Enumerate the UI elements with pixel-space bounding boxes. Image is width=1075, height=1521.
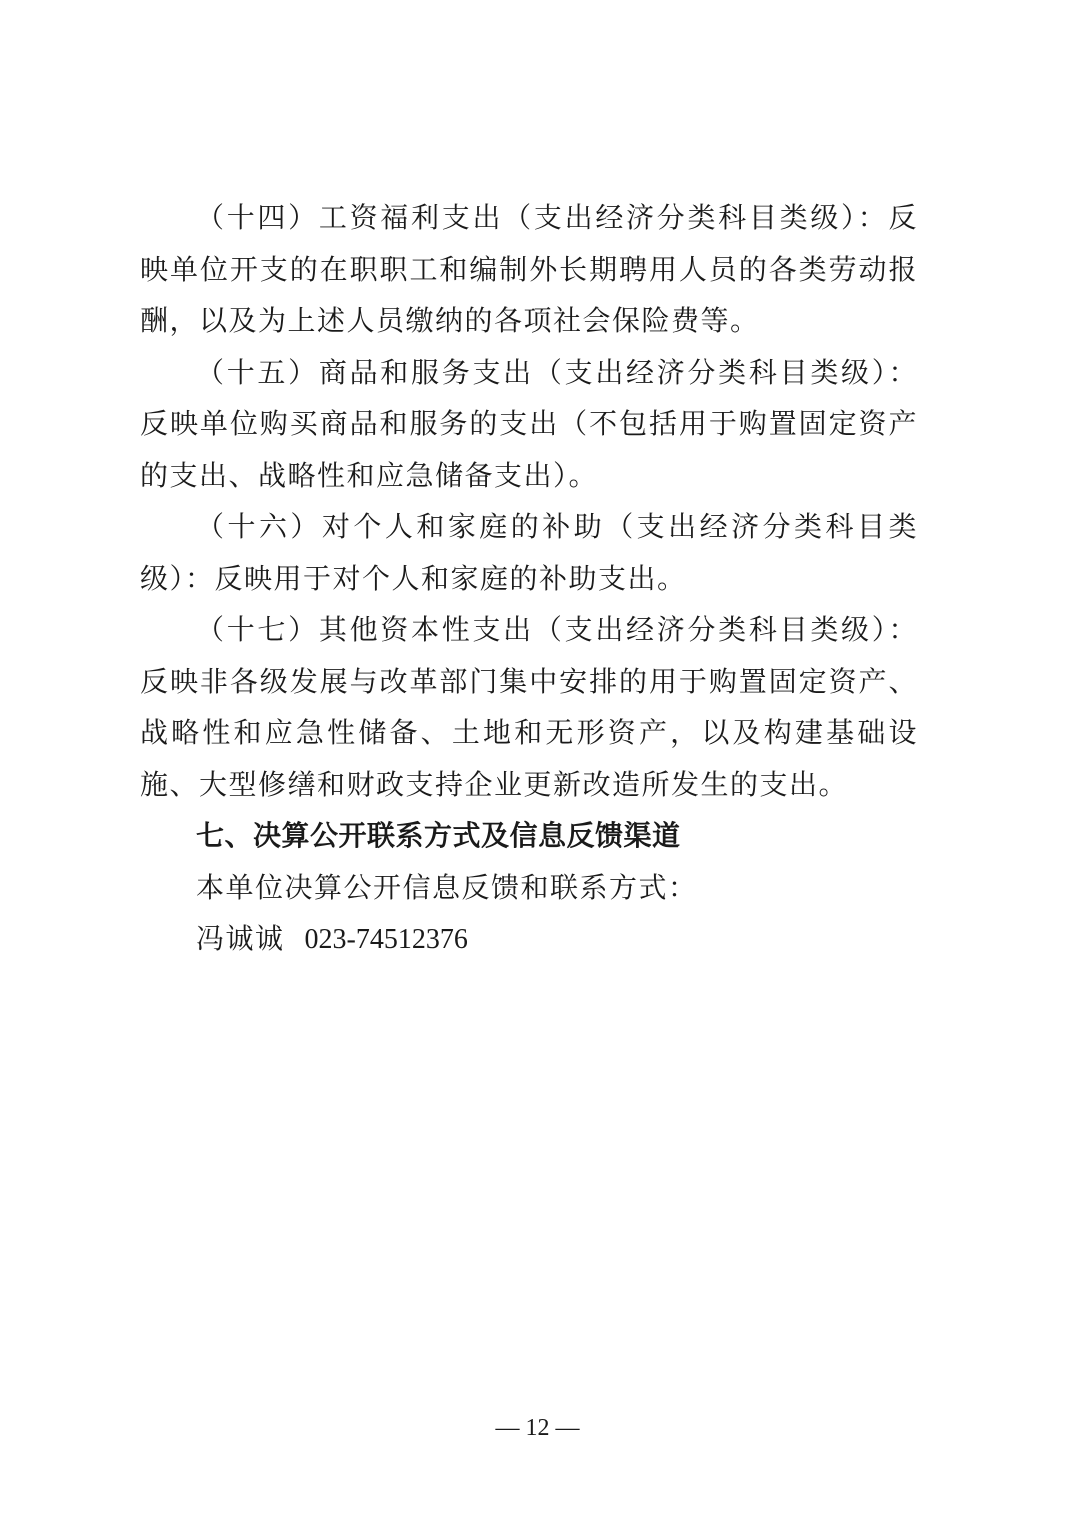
contact-name: 冯诚诚 bbox=[196, 922, 285, 955]
paragraph-item-17: （十七）其他资本性支出（支出经济分类科目类级）：反映非各级发展与改革部门集中安排的用于购置固定资产、战略性和应急性储备、土地和无形资产，以及构建基础设施、大型修缮和财政支持企业更新改造所发生的支出。 bbox=[140, 613, 918, 801]
document-body bbox=[140, 192, 918, 966]
contact-intro: 本单位决算公开信息反馈和联系方式： bbox=[196, 870, 698, 904]
section-7-heading: 七、决算公开联系方式及信息反馈渠道 bbox=[196, 819, 681, 852]
page-number: — 12 — bbox=[495, 1415, 580, 1441]
paragraph-item-16: （十六）对个人和家庭的补助（支出经济分类科目类级）：反映用于对个人和家庭的补助支出。 bbox=[140, 510, 918, 595]
paragraph-item-15: （十五）商品和服务支出（支出经济分类科目类级）：反映单位购买商品和服务的支出（不包括用于购置固定资产的支出、战略性和应急储备支出）。 bbox=[140, 355, 918, 492]
contact-phone: 023-74512376 bbox=[304, 924, 468, 955]
contact-line bbox=[140, 913, 918, 966]
paragraph-item-14: （十四）工资福利支出（支出经济分类科目类级）：反映单位开支的在职职工和编制外长期聘用人员的各类劳动报酬，以及为上述人员缴纳的各项社会保险费等。 bbox=[140, 201, 918, 337]
